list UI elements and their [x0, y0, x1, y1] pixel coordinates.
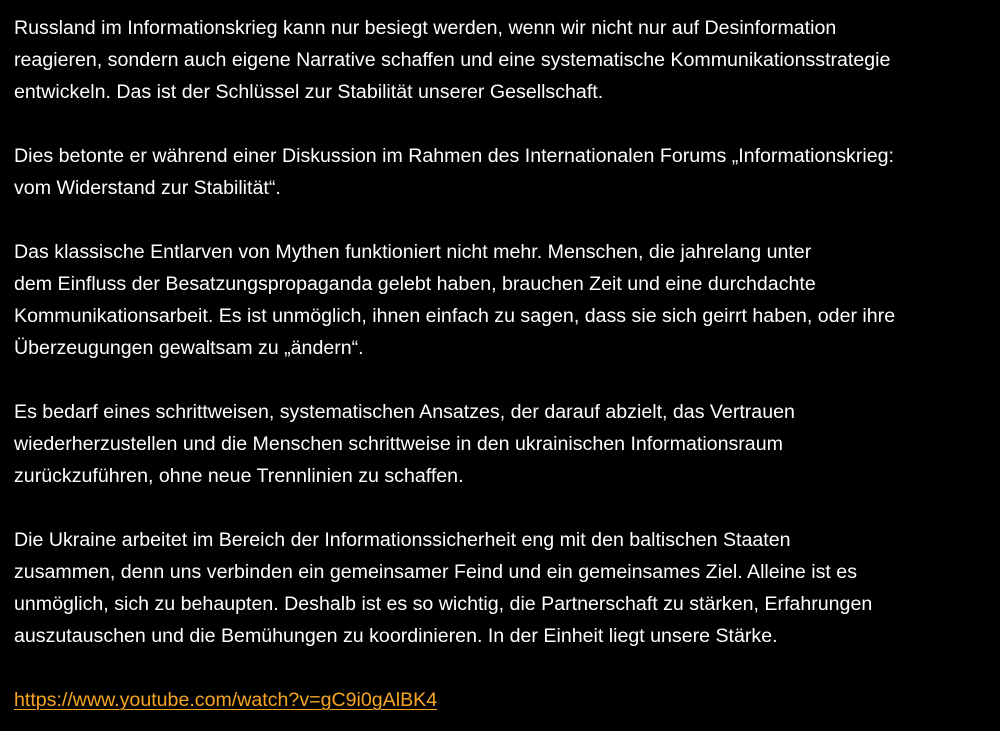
text-line: zusammen, denn uns verbinden ein gemeinsamer Feind und ein gemeinsames Ziel. Alleine ist es — [14, 561, 857, 583]
text-line: Es bedarf eines schrittweisen, systematischen Ansatzes, der darauf abzielt, das Vertrauen — [14, 401, 795, 423]
text-line: dem Einfluss der Besatzungspropaganda gelebt haben, brauchen Zeit und eine durchdachte — [14, 273, 816, 295]
text-line: Überzeugungen gewaltsam zu „ändern“. — [14, 337, 364, 359]
text-line: vom Widerstand zur Stabilität“. — [14, 177, 281, 199]
text-line: Dies betonte er während einer Diskussion im Rahmen des Internationalen Forums „Informationskrieg: — [14, 145, 894, 167]
text-line: reagieren, sondern auch eigene Narrative schaffen und eine systematische Kommunikationsstrategie — [14, 49, 891, 71]
paragraph-2 — [14, 140, 986, 204]
text-line: Russland im Informationskrieg kann nur besiegt werden, wenn wir nicht nur auf Desinformation — [14, 17, 837, 39]
text-line: wiederherzustellen und die Menschen schrittweise in den ukrainischen Informationsraum — [14, 433, 783, 455]
paragraph-3 — [14, 236, 986, 364]
paragraph-4 — [14, 396, 986, 492]
text-line: zurückzuführen, ohne neue Trennlinien zu schaffen. — [14, 465, 464, 487]
text-line: entwickeln. Das ist der Schlüssel zur Stabilität unserer Gesellschaft. — [14, 81, 604, 103]
text-line: Das klassische Entlarven von Mythen funktioniert nicht mehr. Menschen, die jahrelang unter — [14, 241, 812, 263]
paragraph-1 — [14, 12, 986, 108]
paragraph-5 — [14, 524, 986, 652]
text-line: unmöglich, sich zu behaupten. Deshalb ist es so wichtig, die Partnerschaft zu stärken, Erfahrungen — [14, 593, 873, 615]
text-line: Kommunikationsarbeit. Es ist unmöglich, ihnen einfach zu sagen, dass sie sich geirrt haben, oder ihre — [14, 305, 896, 327]
youtube-link[interactable]: https://www.youtube.com/watch?v=gC9i0gAlBK4 — [14, 689, 438, 711]
link-paragraph — [14, 684, 986, 716]
text-line: auszutauschen und die Bemühungen zu koordinieren. In der Einheit liegt unsere Stärke. — [14, 625, 778, 647]
text-line: Die Ukraine arbeitet im Bereich der Informationssicherheit eng mit den baltischen Staaten — [14, 529, 791, 551]
